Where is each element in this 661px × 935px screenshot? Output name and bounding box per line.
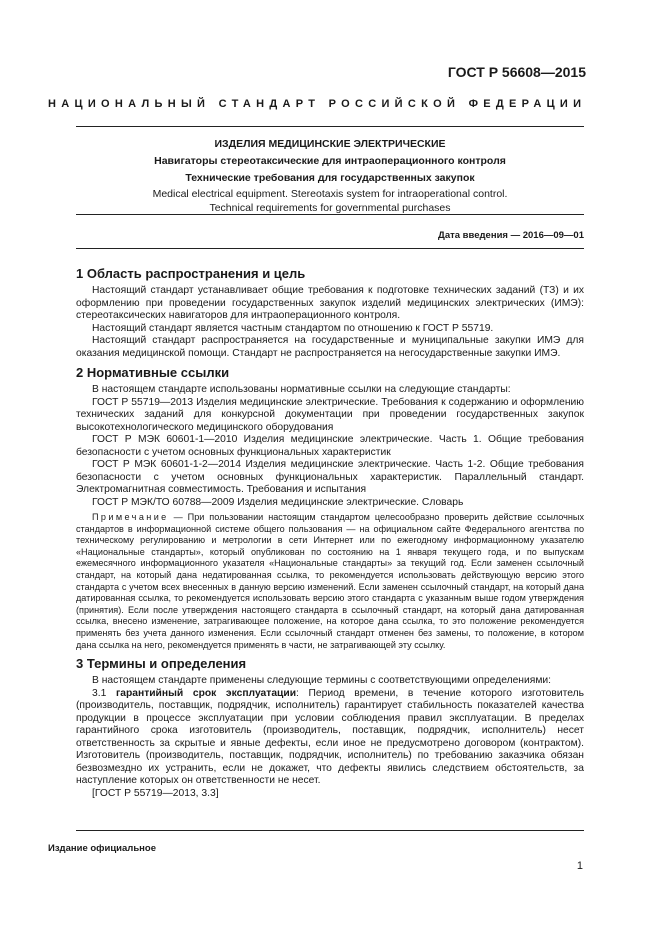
document-code: ГОСТ Р 56608—2015 [447,64,586,80]
note [76,512,584,651]
section-3-paragraph: В настоящем стандарте применены следующие термины с соответствующими определениями: [92,675,552,687]
section-3-heading: 3 Термины и определения [76,656,247,672]
divider-title [76,214,584,215]
edition-label: Издание официальное [48,843,156,854]
section-1-paragraph: Настоящий стандарт распространяется на государственные и муниципальные закупки ИМЭ для оказания медицинской помощи. Стандарт не распространяется на негосударственные закупки ИМЭ. [76,335,584,359]
term-text: : Период времени, в течение которого изготовитель (производитель, поставщик, подрядчик, исполнитель) гарантирует стабильность показателей качества продукции в процессе эксплуатации при условии соблюдения правил эксплуатации. В пределах гарантийного срока изготовитель (производитель, поставщик, подрядчик, исполнитель) несет ответственность за скрытые и явные дефекты, если иное не предусмотрено договором (контрактом). Изготовитель (производитель, поставщик, подрядчик, исполнитель) по требованию заказчика обязан безвозмездно их устранить, если не докажет, что дефекты явились следствием обстоятельств, за наступление которых он ответственности не несет. [76,687,584,787]
divider-date [76,248,584,249]
term-number: 3.1 [92,687,116,699]
title-subtitle-2: Технические требования для государственных закупок [185,172,475,184]
page-number: 1 [576,860,583,872]
note-label: Примечание [92,512,169,522]
title-english-2: Technical requirements for governmental purchases [209,202,451,214]
introduction-date: Дата введения — 2016—09—01 [438,230,584,241]
title-subtitle-1: Навигаторы стереотаксические для интраоперационного контроля [154,155,506,167]
title-english-1: Medical electrical equipment. Stereotaxis system for intraoperational control. [152,188,508,200]
section-1-paragraph: Настоящий стандарт является частным стандартом по отношению к ГОСТ Р 55719. [92,322,494,334]
note-text: — При пользовании настоящим стандартом целесообразно проверить действие ссылочных стандартов в информационной системе общего пользования — на официальном сайте Федерального агентства по техническому регулированию и метрологии в сети Интернет или по ежегодному информационному указателю «Национальные стандарты», который опубликован по состоянию на 1 января текущего года, и по выпускам ежемесячного информационного указателя «Национальные стандарты» за текущий год. Если заменен ссылочный стандарт, на который дана недатированная ссылка, то рекомендуется использовать действующую версию этого стандарта с учетом всех внесенных в данную версию изменений. Если заменен ссылочный стандарт, на который дана датированная ссылка, то рекомендуется использовать версию этого стандарта с указанным выше годом утверждения (принятия). Если после утверждения настоящего стандарта в ссылочный стандарт, на который дана датированная ссылка, внесено изменение, затрагивающее положение, на которое дана ссылка, то это положение рекомендуется применять без учета данного изменения. Если ссылочный стандарт отменен без замены, то положение, в котором дана ссылка на него, рекомендуется применять в части, не затрагивающей эту ссылку. [76,512,584,650]
section-2-heading: 2 Нормативные ссылки [76,365,230,380]
term-name: гарантийный срок эксплуатации [115,687,297,699]
normative-reference: ГОСТ Р МЭК/ТО 60788—2009 Изделия медицинские электрические. Словарь [92,496,464,508]
section-1-paragraph: Настоящий стандарт устанавливает общие требования к подготовке технических заданий (ТЗ) и их оформлению при проведении государственных закупок изделий медицинских электрических (ИМЭ): стереотаксических навигаторов для интраоперационного контроля. [76,285,584,321]
normative-reference: ГОСТ Р МЭК 60601-1—2010 Изделия медицинские электрические. Часть 1. Общие требования безопасности с учетом основных функциональных характеристик [76,434,584,458]
standard-type-line: НАЦИОНАЛЬНЫЙ СТАНДАРТ РОССИЙСКОЙ ФЕДЕРАЦИИ [48,98,587,110]
section-2-paragraph: В настоящем стандарте использованы нормативные ссылки на следующие стандарты: [92,384,511,395]
divider-top [76,126,584,127]
normative-reference: ГОСТ Р МЭК 60601-1-2—2014 Изделия медицинские электрические. Часть 1-2. Общие требования безопасности с учетом основных функциональных характеристик. Параллельный стандарт. Электромагнитная совместимость. Требования и испытания [76,459,584,495]
term-source: [ГОСТ Р 55719—2013, 3.3] [92,787,219,799]
document-body [76,266,584,800]
normative-reference: ГОСТ Р 55719—2013 Изделия медицинские электрические. Требования к содержанию и оформлению технических заданий для конкурсной документации при проведении государственных закупок высокотехнологического медицинского оборудования [76,396,584,433]
divider-bottom [76,830,584,831]
term-definition [76,688,584,788]
title-block [76,136,584,215]
title-main: ИЗДЕЛИЯ МЕДИЦИНСКИЕ ЭЛЕКТРИЧЕСКИЕ [214,138,446,150]
section-1-heading: 1 Область распространения и цель [76,266,306,281]
